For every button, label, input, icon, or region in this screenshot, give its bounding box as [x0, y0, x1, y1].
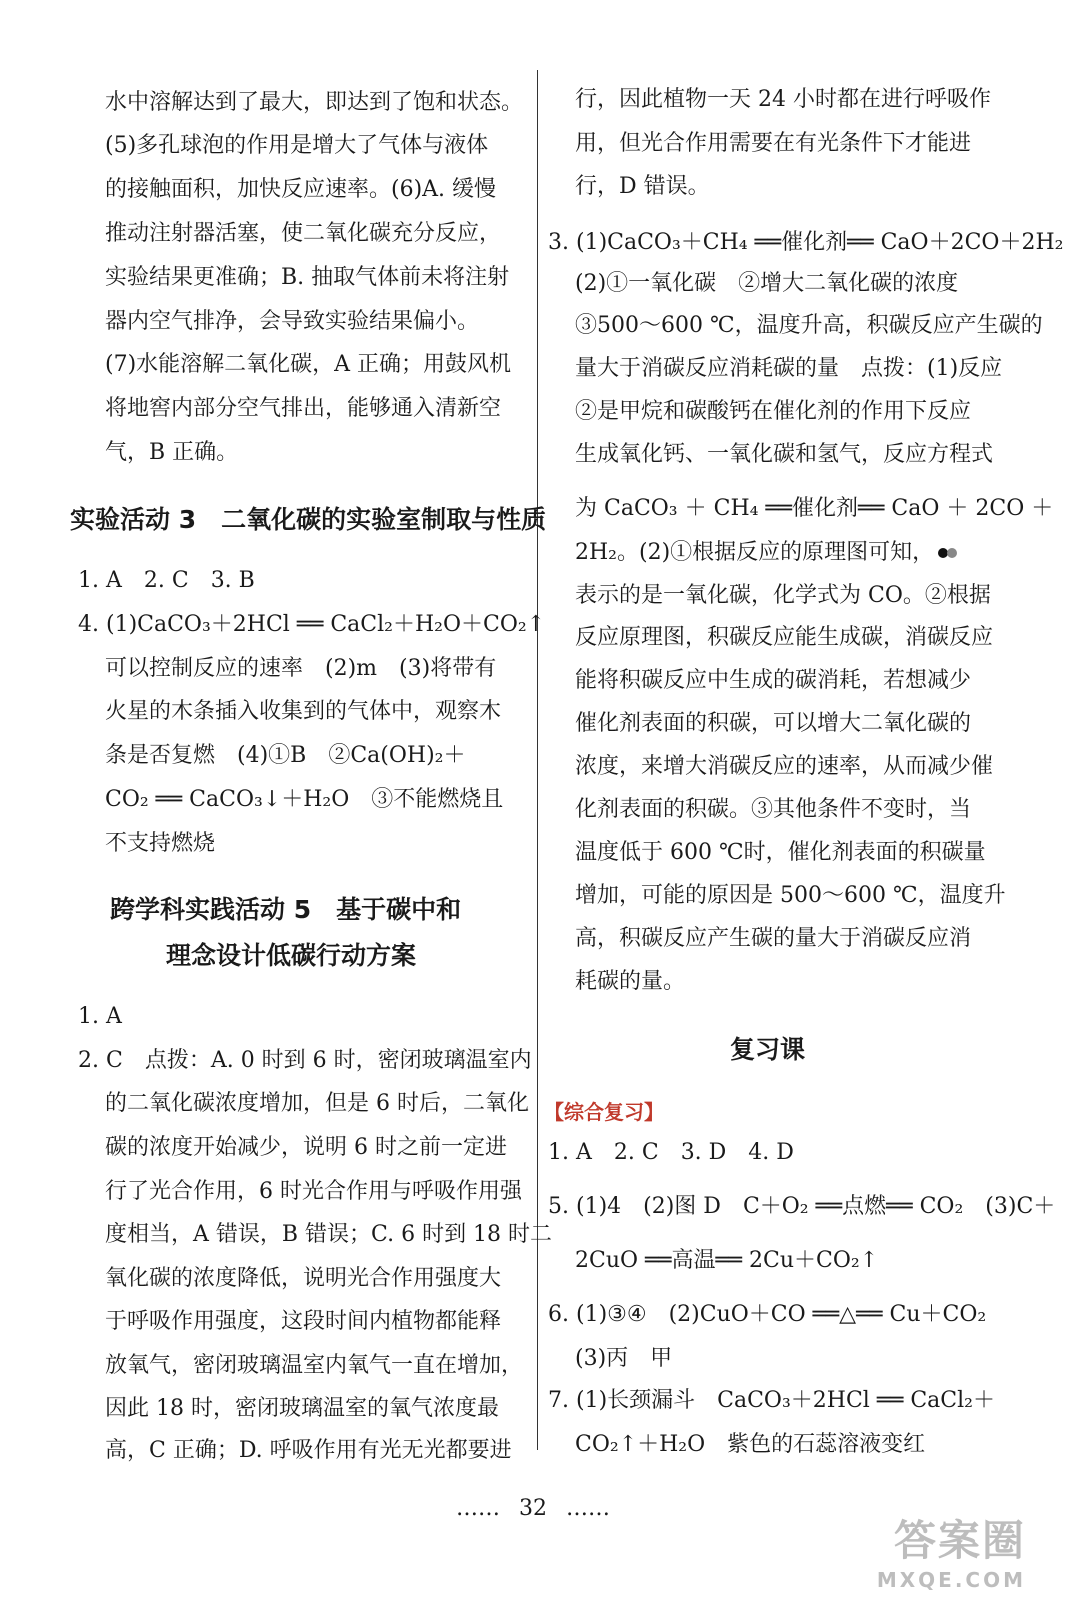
page-number: 32	[519, 1496, 547, 1521]
text-line: 用，但光合作用需要在有光条件下才能进	[575, 131, 972, 156]
answer-line: 于呼吸作用强度，这段时间内植物都能释	[105, 1309, 502, 1334]
watermark	[877, 1508, 1026, 1592]
answer-line: 度相当，A 错误，B 错误；C. 6 时到 18 时二	[105, 1222, 553, 1247]
text-line: 水中溶解达到了最大，即达到了饱和状态。	[105, 90, 524, 115]
text-line: 气，B 正确。	[105, 440, 239, 465]
section-heading: 实验活动 3 二氧化碳的实验室制取与性质	[70, 505, 547, 534]
watermark-title: 答案圈	[893, 1516, 1026, 1565]
section-tag: 【综合复习】	[544, 1100, 664, 1124]
section-heading: 跨学科实践活动 5 基于碳中和	[110, 895, 462, 924]
answer-line: 生成氧化钙、一氧化碳和氢气，反应方程式	[575, 442, 994, 467]
answer-line: 为 CaCO₃ ＋ CH₄ ══催化剂══ CaO ＋ 2CO ＋	[575, 496, 1054, 521]
answer-line: 6. (1)③④ (2)CuO＋CO ══△══ Cu＋CO₂	[548, 1302, 987, 1327]
answer-line: 温度低于 600 ℃时，催化剂表面的积碳量	[575, 840, 986, 865]
text-line: 实验结果更准确；B. 抽取气体前未将注射	[105, 265, 510, 290]
answer-line: 因此 18 时，密闭玻璃温室的氧气浓度最	[105, 1396, 499, 1421]
answer-line: ③500～600 ℃，温度升高，积碳反应产生碳的	[575, 313, 1043, 338]
text-line: 行，D 错误。	[575, 174, 710, 199]
answer-line: CO₂↑＋H₂O 紫色的石蕊溶液变红	[575, 1432, 926, 1457]
text-span: 2H₂。(2)①根据反应的原理图可知，	[575, 540, 935, 565]
watermark-url: MXQE.COM	[876, 1568, 1026, 1592]
text-line: 将地窖内部分空气排出，能够通入清新空	[105, 396, 502, 421]
section-heading: 理念设计低碳行动方案	[166, 941, 417, 970]
answer-line: 不支持燃烧	[105, 831, 216, 856]
answer-line: 2CuO ══高温══ 2Cu＋CO₂↑	[575, 1248, 879, 1273]
answer-line: 1. A 2. C 3. D 4. D	[548, 1140, 794, 1165]
answer-line: 反应原理图，积碳反应能生成碳，消碳反应	[575, 625, 994, 650]
text-line: 推动注射器活塞，使二氧化碳充分反应，	[105, 221, 502, 246]
answer-line: CO₂ ══ CaCO₃↓＋H₂O ③不能燃烧且	[105, 787, 504, 812]
answer-line: 表示的是一氧化碳，化学式为 CO。②根据	[575, 583, 991, 608]
answer-line: 增加，可能的原因是 500～600 ℃，温度升	[575, 883, 1006, 908]
answer-line: 氧化碳的浓度降低，说明光合作用强度大	[105, 1266, 502, 1291]
answer-line: 行了光合作用，6 时光合作用与呼吸作用强	[105, 1179, 522, 1204]
answer-line: 火星的木条插入收集到的气体中，观察木	[105, 699, 502, 724]
answer-line: 3. (1)CaCO₃＋CH₄ ══催化剂══ CaO＋2CO＋2H₂	[548, 230, 1064, 255]
answer-line: 高，积碳反应产生碳的量大于消碳反应消	[575, 926, 972, 951]
answer-line: 的二氧化碳浓度增加，但是 6 时后，二氧化	[105, 1091, 529, 1116]
answer-line: (2)①一氧化碳 ②增大二氧化碳的浓度	[575, 271, 959, 296]
answer-line: 可以控制反应的速率 (2)m (3)将带有	[105, 656, 497, 681]
answer-line: (3)丙 甲	[575, 1346, 673, 1371]
answer-line: 1. A 2. C 3. B	[78, 568, 255, 593]
text-line: (7)水能溶解二氧化碳，A 正确；用鼓风机	[105, 352, 512, 377]
answer-line: 能将积碳反应中生成的碳消耗，若想减少	[575, 668, 972, 693]
answer-line: 耗碳的量。	[575, 969, 686, 994]
answer-line: 碳的浓度开始减少，说明 6 时之前一定进	[105, 1135, 507, 1160]
answer-line: 4. (1)CaCO₃＋2HCl ══ CaCl₂＋H₂O＋CO₂↑	[78, 612, 546, 637]
answer-line: 催化剂表面的积碳，可以增大二氧化碳的	[575, 711, 972, 736]
answer-line: ②是甲烷和碳酸钙在催化剂的作用下反应	[575, 399, 972, 424]
answer-line: 化剂表面的积碳。③其他条件不变时，当	[575, 797, 972, 822]
text-line: 行，因此植物一天 24 小时都在进行呼吸作	[575, 87, 991, 112]
answer-line: 量大于消碳反应消耗碳的量 点拨：(1)反应	[575, 356, 1003, 381]
text-line: (5)多孔球泡的作用是增大了气体与液体	[105, 133, 489, 158]
section-heading: 复习课	[730, 1035, 806, 1064]
dots-left: ……	[456, 1496, 500, 1521]
answer-line: 浓度，来增大消碳反应的速率，从而减少催	[575, 754, 994, 779]
answer-line: 1. A	[78, 1004, 122, 1029]
text-line: 的接触面积，加快反应速率。(6)A. 缓慢	[105, 177, 497, 202]
dots-right: ……	[566, 1496, 610, 1521]
answer-line: 7. (1)长颈漏斗 CaCO₃＋2HCl ══ CaCl₂＋	[548, 1388, 995, 1413]
answer-line: 条是否复燃 (4)①B ②Ca(OH)₂＋	[105, 743, 466, 768]
answer-line	[548, 538, 957, 568]
answer-line: 高，C 正确；D. 呼吸作用有光无光都要进	[105, 1438, 512, 1463]
answer-line: 5. (1)4 (2)图 D C＋O₂ ══点燃══ CO₂ (3)C＋	[548, 1194, 1056, 1219]
oxygen-atom-icon	[947, 548, 957, 558]
answer-line: 放氧气，密闭玻璃温室内氧气一直在增加，	[105, 1353, 524, 1378]
answer-line: 2. C 点拨：A. 0 时到 6 时，密闭玻璃温室内	[78, 1048, 532, 1073]
text-line: 器内空气排净，会导致实验结果偏小。	[105, 309, 480, 334]
